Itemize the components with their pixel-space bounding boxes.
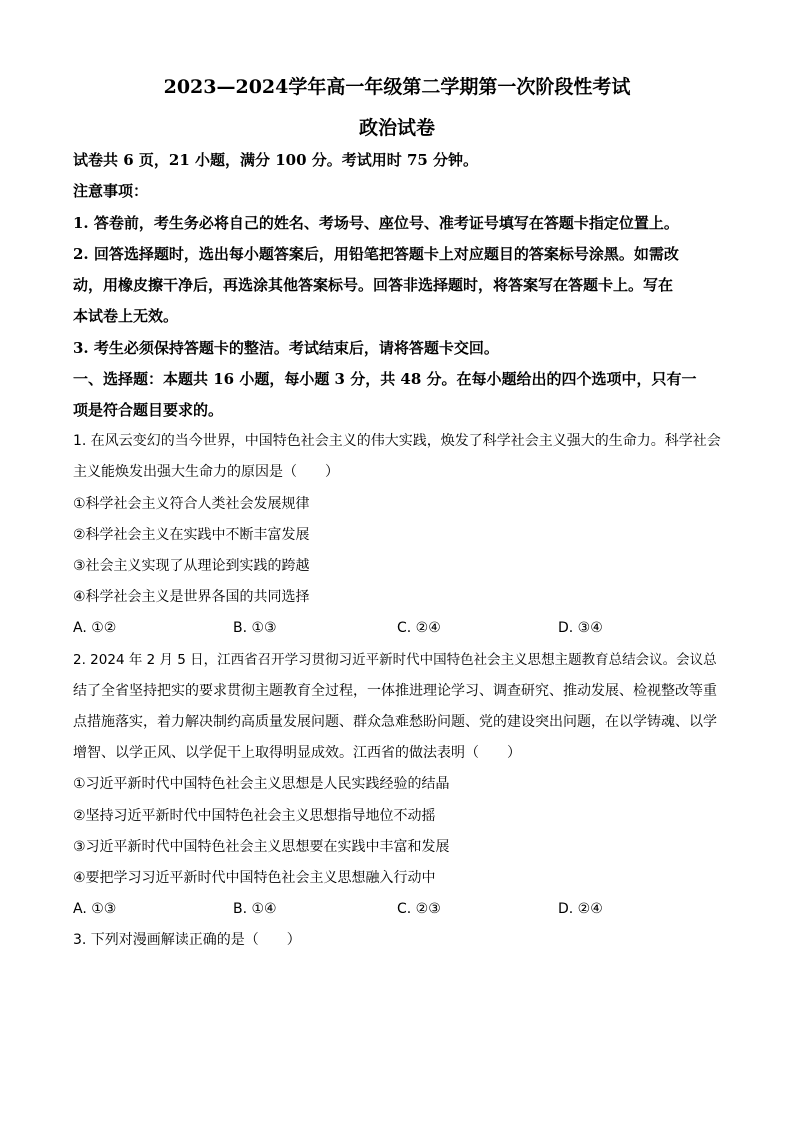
q2-stem: 增智、以学正风、以学促干上取得明显成效。江西省的做法表明（ ）	[73, 745, 521, 761]
exam-title: 2023—2024学年高一年级第二学期第一次阶段性考试	[163, 76, 631, 98]
exam-summary: 试卷共 6 页，21 小题，满分 100 分。考试用时 75 分钟。	[73, 151, 479, 169]
q1-statement: ②科学社会主义在实践中不断丰富发展	[73, 527, 310, 543]
q3-stem: 3. 下列对漫画解读正确的是（ ）	[73, 932, 301, 948]
section-heading: 一、选择题：本题共 16 小题，每小题 3 分，共 48 分。在每小题给出的四个选项中，只有一	[73, 370, 697, 388]
note-line: 1. 答卷前，考生务必将自己的姓名、考场号、座位号、准考证号填写在答题卡指定位置上。	[73, 214, 679, 232]
q1-option-a: A. ①②	[73, 620, 117, 636]
q1-stem: 主义能焕发出强大生命力的原因是（ ）	[73, 464, 339, 480]
q2-stem: 结了全省坚持把实的要求贯彻主题教育全过程，一体推进理论学习、调查研究、推动发展、检视整改等重	[73, 683, 717, 699]
section-heading: 项是符合题目要求的。	[73, 401, 224, 419]
q2-stem: 2. 2024 年 2 月 5 日，江西省召开学习贯彻习近平新时代中国特色社会主义思想主题教育总结会议。会议总	[73, 652, 717, 668]
q1-option-d: D. ③④	[558, 620, 603, 636]
q2-option-b: B. ①④	[233, 901, 277, 917]
note-line: 本试卷上无效。	[73, 307, 179, 325]
note-line: 动，用橡皮擦干净后，再选涂其他答案标号。回答非选择题时，将答案写在答题卡上。写在	[73, 276, 674, 294]
q2-statement: ②坚持习近平新时代中国特色社会主义思想指导地位不动摇	[73, 808, 436, 824]
q2-statement: ①习近平新时代中国特色社会主义思想是人民实践经验的结晶	[73, 776, 450, 792]
q2-stem: 点措施落实，着力解决制约高质量发展问题、群众急难愁盼问题、党的建设突出问题，在以学铸魂、以学	[73, 714, 717, 730]
notes-heading: 注意事项：	[73, 182, 149, 200]
q1-statement: ③社会主义实现了从理论到实践的跨越	[73, 558, 310, 574]
q2-option-a: A. ①③	[73, 901, 117, 917]
q2-statement: ④要把学习习近平新时代中国特色社会主义思想融入行动中	[73, 870, 436, 886]
q2-statement: ③习近平新时代中国特色社会主义思想要在实践中丰富和发展	[73, 839, 450, 855]
note-line: 2. 回答选择题时，选出每小题答案后，用铅笔把答题卡上对应题目的答案标号涂黑。如需改	[73, 245, 679, 263]
q2-option-c: C. ②③	[397, 901, 441, 917]
q2-option-d: D. ②④	[558, 901, 603, 917]
exam-subtitle: 政治试卷	[358, 117, 435, 139]
q1-statement: ①科学社会主义符合人类社会发展规律	[73, 496, 310, 512]
q1-stem: 1. 在风云变幻的当今世界，中国特色社会主义的伟大实践，焕发了科学社会主义强大的生命力。科学社会	[73, 433, 721, 449]
note-line: 3. 考生必须保持答题卡的整洁。考试结束后，请将答题卡交回。	[73, 339, 499, 357]
q1-option-b: B. ①③	[233, 620, 277, 636]
q1-statement: ④科学社会主义是世界各国的共同选择	[73, 589, 310, 605]
q1-option-c: C. ②④	[397, 620, 441, 636]
